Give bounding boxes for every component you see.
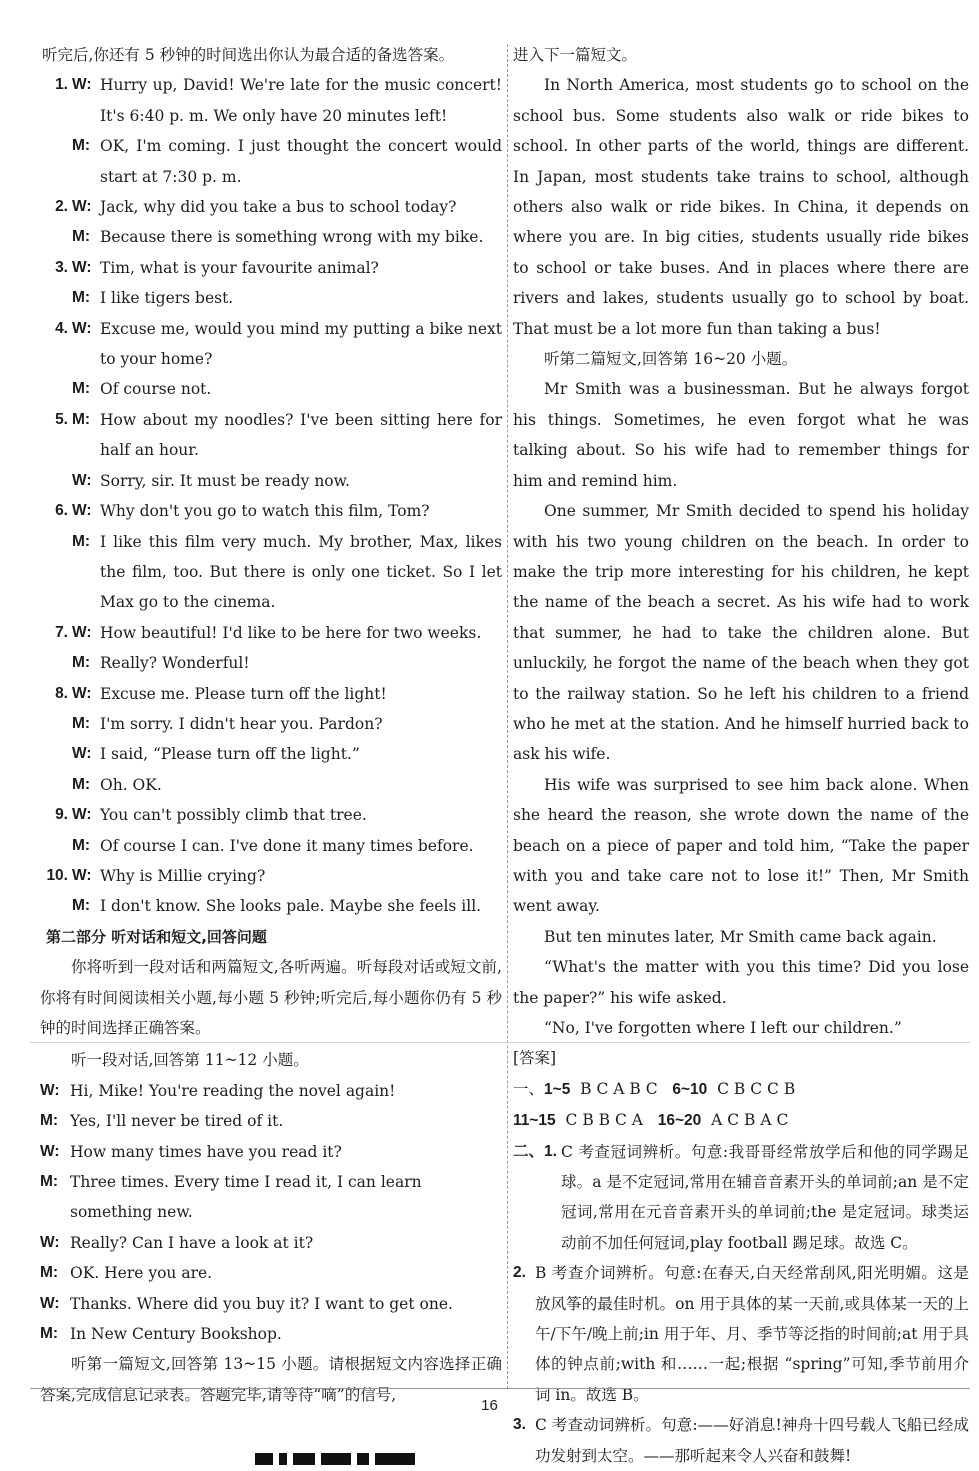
dialogue-text: Oh. OK.	[100, 775, 162, 794]
speaker-label: M:	[72, 714, 91, 732]
dialogue-number: 4.	[55, 319, 68, 337]
explanation-number: 二、1.	[513, 1142, 557, 1160]
dialogue-number: 5.	[55, 410, 68, 428]
dialogue-number: 10.	[46, 866, 68, 884]
dialogue-line	[40, 739, 502, 769]
dialogue-text: Hurry up, David! We're late for the music concert! It's 6:40 p. m. We only have 20 minutes left!	[100, 76, 502, 125]
answer-values: C B C C B	[717, 1079, 796, 1098]
dialogue-line	[40, 527, 502, 618]
speaker-label: M:	[72, 897, 91, 915]
conversation-line	[40, 1137, 502, 1167]
dialogue-number	[40, 709, 72, 739]
explanation-number: 3.	[513, 1416, 526, 1434]
dialogue-line	[40, 405, 502, 466]
speaker-label: M:	[72, 836, 91, 854]
dialogue-number	[40, 374, 72, 404]
passage2-para3: His wife was surprised to see him back alone. When she heard the reason, she wrote down the name of the beach on a piece of paper and told him, “Take the paper with you and take care not to lose it!” Then, Mr Smith went away.	[513, 775, 969, 916]
dialogue-text: I'm sorry. I didn't hear you. Pardon?	[100, 714, 383, 733]
dialogue-number	[40, 527, 72, 618]
speaker-label: M:	[40, 1264, 59, 1282]
footer-mark	[255, 1453, 515, 1465]
dialogue-text: Excuse me, would you mind my putting a bike next to your home?	[100, 319, 502, 369]
explanation-text: C 考查冠词辨析。句意:我哥哥经常放学后和他的同学踢足球。a 是不定冠词,常用在辅音音素开头的单词前;an 是不定冠词,常用在元音音素开头的单词前;the 是定冠词。球类运动前不加任何冠词,play football 踢足球。故选 C。	[561, 1142, 969, 1252]
right-column	[513, 40, 969, 1471]
dialogue-text: OK, I'm coming. I just thought the concert would start at 7:30 p. m.	[100, 137, 502, 186]
answer-range: 6~10	[672, 1080, 708, 1098]
dialogue-line	[40, 831, 502, 861]
dialogue-line	[40, 314, 502, 375]
conversation-line	[40, 1167, 502, 1228]
dialogue-number	[40, 739, 72, 769]
conversation-line	[40, 1228, 502, 1258]
page-number: 16	[481, 1397, 498, 1414]
dialogue-number	[40, 131, 72, 192]
conversation-text: Three times. Every time I read it, I can learn something new.	[70, 1173, 422, 1222]
footer-rule	[30, 1388, 970, 1389]
speaker-label: W:	[72, 623, 92, 641]
dialogue-number	[40, 648, 72, 678]
dialogue-number: 3.	[55, 258, 68, 276]
explanation-item	[513, 1137, 969, 1259]
conversation-line	[40, 1258, 502, 1288]
conversation-text: Thanks. Where did you buy it? I want to get one.	[70, 1294, 453, 1313]
passage1-text: In North America, most students go to school on the school bus. Some students also walk or ride bikes to school. In other parts of the world, things are different. In Japan, most students take trains to school, although others also walk or ride bikes. In China, it depends on where you are. In big cities, students usually ride bikes to school or take buses. And in places where there are rivers and lakes, students usually go to school by boat. That must be a lot more fun than taking a bus!	[513, 76, 969, 338]
dialogue-text: Excuse me. Please turn off the light!	[100, 684, 387, 703]
dialogue-number	[40, 831, 72, 861]
answer-prefix: 一、	[513, 1079, 545, 1098]
dialogue-text: I like tigers best.	[100, 289, 234, 308]
speaker-label: W:	[72, 806, 92, 824]
passage2-para4: But ten minutes later, Mr Smith came back again.	[544, 927, 937, 946]
passage2-para6: “No, I've forgotten where I left our children.”	[544, 1019, 902, 1037]
speaker-label: M:	[72, 775, 91, 793]
conversation-text: Really? Can I have a look at it?	[70, 1233, 314, 1252]
dialogue-line	[40, 253, 502, 283]
speaker-label: M:	[40, 1173, 59, 1191]
conversation	[40, 1076, 502, 1350]
conversation-line	[40, 1319, 502, 1349]
part2-instructions: 你将听到一段对话和两篇短文,各听两遍。听每段对话或短文前,你将有时间阅读相关小题,每小题 5 秒钟;听完后,每小题你仍有 5 秒钟的时间选择正确答案。	[40, 958, 502, 1037]
dialogue-line	[40, 466, 502, 496]
speaker-label: W:	[72, 866, 92, 884]
dialogue-line	[40, 891, 502, 921]
conversation-text: How many times have you read it?	[70, 1142, 342, 1161]
speaker-label: M:	[72, 532, 91, 550]
explanation-text: C 考查动词辨析。句意:——好消息!神舟十四号载人飞船已经成功发射到太空。——那听起来令人兴奋和鼓舞!	[535, 1416, 969, 1465]
speaker-label: M:	[40, 1325, 59, 1343]
dialogue-text: Tim, what is your favourite animal?	[100, 258, 379, 277]
dialogue-number	[40, 283, 72, 313]
speaker-label: W:	[72, 471, 92, 489]
dialogue-text: Of course I can. I've done it many times before.	[100, 836, 474, 855]
dialogue-number	[40, 770, 72, 800]
speaker-label: W:	[40, 1081, 60, 1099]
dialogue-number: 2.	[55, 198, 68, 216]
dialogue-line	[40, 800, 502, 830]
answer-range: 16~20	[657, 1112, 702, 1130]
conversation-text: Hi, Mike! You're reading the novel again!	[70, 1081, 396, 1100]
speaker-label: W:	[40, 1233, 60, 1251]
dialogue-number	[40, 466, 72, 496]
dialogue-text: I said, “Please turn off the light.”	[100, 745, 360, 764]
answer-line-2	[513, 1105, 969, 1136]
speaker-label: W:	[72, 319, 92, 337]
dialogue-line	[40, 374, 502, 404]
dialogue-line	[40, 496, 502, 526]
dialogue-number: 7.	[55, 623, 68, 641]
passage2-para1: Mr Smith was a businessman. But he always forgot his things. Sometimes, he even forgot what he was talking about. So his wife had to remember things for him and remind him.	[513, 380, 969, 490]
dialogue-line	[40, 648, 502, 678]
dialogue-text: Sorry, sir. It must be ready now.	[100, 471, 350, 490]
dialogue-line	[40, 70, 502, 131]
dialogue-text: How about my noodles? I've been sitting here for half an hour.	[100, 410, 502, 460]
dialogue-line	[40, 618, 502, 648]
speaker-label: W:	[72, 745, 92, 763]
dialogue-text: I like this film very much. My brother, Max, likes the film, too. But there is only one ticket. So I let Max go to the cinema.	[100, 532, 502, 612]
dialogue-line	[40, 283, 502, 313]
dialogue-line	[40, 131, 502, 192]
dialogue-list	[40, 70, 502, 921]
speaker-label: W:	[72, 502, 92, 520]
dialogue-text: Jack, why did you take a bus to school today?	[100, 198, 457, 217]
speaker-label: M:	[72, 137, 91, 155]
answer-values: B C A B C	[580, 1079, 658, 1098]
dialogue-text: Because there is something wrong with my bike.	[100, 228, 484, 247]
speaker-label: W:	[40, 1294, 60, 1312]
passage2-intro: 听第二篇短文,回答第 16~20 小题。	[544, 350, 798, 369]
passage2-para2: One summer, Mr Smith decided to spend his holiday with his two young children on the beach. In order to make the trip more interesting for his children, he kept the name of the beach a secret. As his wife had to work that summer, he had to take the children alone. But unluckily, he forgot the name of the beach when they got to the railway station. So he left his children to a friend who he met at the station. And he himself hurried back to ask his wife.	[513, 502, 969, 764]
answer-line-1	[513, 1074, 969, 1105]
speaker-label: W:	[72, 198, 92, 216]
speaker-label: M:	[72, 654, 91, 672]
conversation-line	[40, 1106, 502, 1136]
dialogue-text: Really? Wonderful!	[100, 654, 250, 673]
conversation-text: OK. Here you are.	[70, 1264, 213, 1283]
dialogue-number	[40, 222, 72, 252]
left-column	[40, 40, 502, 1410]
dialogue-line	[40, 222, 502, 252]
speaker-label: M:	[72, 380, 91, 398]
answer-values: C B B C A	[565, 1111, 643, 1130]
explanation-list	[513, 1137, 969, 1471]
speaker-label: M:	[72, 228, 91, 246]
passage2-para5: “What's the matter with you this time? Did you lose the paper?” his wife asked.	[513, 958, 969, 1007]
speaker-label: M:	[40, 1112, 59, 1130]
speaker-label: W:	[40, 1142, 60, 1160]
speaker-label: M:	[72, 289, 91, 307]
continuation-text: 进入下一篇短文。	[513, 46, 638, 64]
answer-label: [答案]	[513, 1049, 557, 1068]
explanation-number: 2.	[513, 1264, 526, 1282]
conversation-line	[40, 1289, 502, 1319]
speaker-label: M:	[72, 410, 91, 428]
dialogue-text: Why don't you go to watch this film, Tom?	[100, 502, 430, 521]
speaker-label: W:	[72, 76, 92, 94]
dialogue-number: 8.	[55, 684, 68, 702]
conversation-text: Yes, I'll never be tired of it.	[70, 1112, 284, 1131]
dialogue-line	[40, 679, 502, 709]
answer-range: 11~15	[513, 1112, 556, 1130]
dialogue-line	[40, 192, 502, 222]
conversation-line	[40, 1076, 502, 1106]
dialogue-number: 1.	[55, 76, 68, 94]
dialogue-text: I don't know. She looks pale. Maybe she feels ill.	[100, 897, 482, 916]
dialogue-text: How beautiful! I'd like to be here for two weeks.	[100, 623, 482, 642]
conversation-text: In New Century Bookshop.	[70, 1325, 282, 1344]
column-divider	[507, 44, 508, 1389]
dialogue-line	[40, 709, 502, 739]
dialogue-number: 6.	[55, 502, 68, 520]
speaker-label: W:	[72, 258, 92, 276]
dialogue-line	[40, 770, 502, 800]
speaker-label: W:	[72, 684, 92, 702]
answer-range: 1~5	[544, 1080, 571, 1098]
intro-text: 听完后,你还有 5 秒钟的时间选出你认为最合适的备选答案。	[42, 46, 455, 64]
part2-title: 第二部分 听对话和短文,回答问题	[46, 927, 267, 946]
dialogue-number: 9.	[55, 806, 68, 824]
dialogue-text: Why is Millie crying?	[100, 866, 266, 885]
explanation-text: B 考查介词辨析。句意:在春天,白天经常刮风,阳光明媚。这是放风筝的最佳时机。on 用于具体的某一天前,或具体某一天的上午/下午/晚上前;in 用于年、月、季节等泛指的时间前;at 用于具体的钟点前;with 和……一起;根据 “spring”可知,季节前用介词 in。故选 B。	[535, 1264, 969, 1404]
answer-values: A C B A C	[711, 1111, 789, 1130]
explanation-item	[513, 1410, 969, 1471]
dialogue-text: You can't possibly climb that tree.	[100, 806, 367, 825]
dialogue-number	[40, 891, 72, 921]
dialogue-text: Of course not.	[100, 380, 212, 399]
dialogue-line	[40, 861, 502, 891]
conversation-intro: 听一段对话,回答第 11~12 小题。	[71, 1051, 309, 1070]
passage1-intro: 听第一篇短文,回答第 13~15 小题。请根据短文内容选择正确答案,完成信息记录表。答题完毕,请等待“嘀”的信号,	[40, 1355, 502, 1404]
